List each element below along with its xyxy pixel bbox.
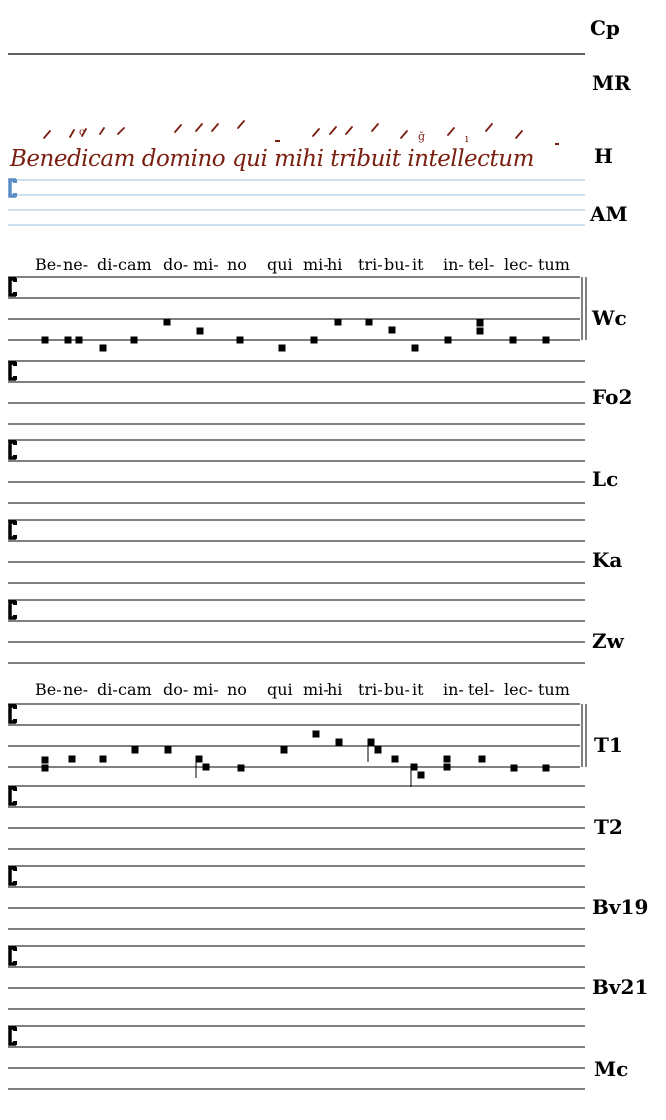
zw-clef-icon-head <box>13 601 17 605</box>
t1-note <box>479 756 486 763</box>
wc-note <box>164 319 171 326</box>
lc-clef-icon-foot <box>13 455 17 459</box>
neume-stroke <box>401 131 407 138</box>
lyric-syllable: bu- <box>384 255 410 274</box>
wc-note <box>389 327 396 334</box>
bv21-clef-icon-head <box>13 947 17 951</box>
t1-note <box>203 764 210 771</box>
fo2-clef-icon-head <box>13 362 17 366</box>
siglum-mc: Mc <box>594 1057 629 1081</box>
lyric-syllable: Be- <box>35 680 62 699</box>
lyric-syllable: tum <box>538 255 570 274</box>
lyric-syllable: qui <box>267 255 293 274</box>
ka-clef-icon-head <box>13 521 17 525</box>
wc-note <box>100 345 107 352</box>
neume-stroke <box>238 121 244 128</box>
lyric-syllable: qui <box>267 680 293 699</box>
lyric-syllable: mi- <box>303 680 329 699</box>
t2-clef-icon-head <box>13 787 17 791</box>
am-clef-icon-foot <box>13 193 17 197</box>
t1-note <box>165 747 172 754</box>
t1-clef-icon-foot <box>13 719 17 723</box>
neume-glyph: ğ <box>418 130 426 143</box>
lyric-syllable: tum <box>538 680 570 699</box>
siglum-t1: T1 <box>594 733 623 757</box>
neume-stroke <box>330 127 336 134</box>
siglum-am: AM <box>590 202 628 226</box>
t1-note <box>281 747 288 754</box>
wc-note <box>311 337 318 344</box>
t1-note <box>336 739 343 746</box>
t1-clef-icon-head <box>13 705 17 709</box>
wc-note <box>42 337 49 344</box>
neume-stroke <box>346 127 352 134</box>
lyric-syllable: mi- <box>193 255 219 274</box>
neume-glyph: c <box>79 127 85 138</box>
lyric-syllable: no <box>227 680 247 699</box>
lyric-syllable: do- <box>163 680 189 699</box>
lc-clef-icon-head <box>13 441 17 445</box>
siglum-t2: T2 <box>594 815 623 839</box>
neume-stroke <box>44 131 50 138</box>
lyric-syllable: tel- <box>468 255 495 274</box>
lyric-syllable: di- <box>97 680 118 699</box>
t1-note <box>69 756 76 763</box>
t1-note <box>42 757 49 764</box>
bv19-clef-icon-head <box>13 867 17 871</box>
t1-note <box>511 765 518 772</box>
t1-note <box>392 756 399 763</box>
lyric-syllable: do- <box>163 255 189 274</box>
bv21-clef-icon-foot <box>13 961 17 965</box>
fo2-clef-icon-foot <box>13 376 17 380</box>
t1-note <box>42 765 49 772</box>
lyric-syllable: mi- <box>193 680 219 699</box>
neume-dot <box>275 140 280 142</box>
manuscript-text-h: Benedicam domino qui mihi tribuit intellectum <box>10 146 534 172</box>
zw-clef-icon-foot <box>13 615 17 619</box>
t1-note <box>418 772 425 779</box>
wc-note <box>477 328 484 335</box>
siglum-mr: MR <box>592 71 631 95</box>
neume-stroke <box>70 130 74 137</box>
wc-note <box>76 337 83 344</box>
wc-clef-icon-foot <box>13 292 17 296</box>
wc-note <box>543 337 550 344</box>
t1-note <box>100 756 107 763</box>
wc-note <box>510 337 517 344</box>
bv19-clef-icon-foot <box>13 881 17 885</box>
neume-stroke <box>372 124 378 131</box>
neume-stroke <box>313 129 319 136</box>
t2-clef-icon-foot <box>13 801 17 805</box>
neume-stroke <box>212 124 218 131</box>
lyric-syllable: tri- <box>358 680 383 699</box>
neume-stroke <box>118 128 124 134</box>
lyric-syllable: hi <box>327 680 343 699</box>
lyric-syllable: tri- <box>358 255 383 274</box>
lyric-syllable: ne- <box>63 255 89 274</box>
neume-stroke <box>486 124 492 131</box>
siglum-wc: Wc <box>592 306 627 330</box>
mc-clef-icon-head <box>13 1027 17 1031</box>
wc-note <box>445 337 452 344</box>
lyric-syllable: ne- <box>63 680 89 699</box>
siglum-lc: Lc <box>592 467 619 491</box>
neume-stroke <box>448 128 454 135</box>
wc-note <box>366 319 373 326</box>
wc-note <box>131 337 138 344</box>
t1-note <box>368 739 375 746</box>
t1-note <box>444 764 451 771</box>
lyric-syllable: bu- <box>384 680 410 699</box>
lyric-syllable: lec- <box>504 255 533 274</box>
neume-glyph: ı <box>465 132 469 145</box>
wc-note <box>237 337 244 344</box>
lyric-syllable: no <box>227 255 247 274</box>
t1-note <box>543 765 550 772</box>
lyric-syllable: di- <box>97 255 118 274</box>
siglum-bv21: Bv21 <box>592 975 649 999</box>
t1-note <box>375 747 382 754</box>
neume-stroke <box>516 131 522 138</box>
neume-dot <box>555 143 559 145</box>
am-clef-icon-head <box>13 179 17 183</box>
t1-note <box>238 765 245 772</box>
wc-note <box>279 345 286 352</box>
lyric-syllable: in- <box>443 255 464 274</box>
neume-stroke <box>175 125 181 132</box>
siglum-fo2: Fo2 <box>592 385 633 409</box>
lyric-syllable: hi <box>327 255 343 274</box>
siglum-cp: Cp <box>590 16 620 40</box>
lyric-syllable: mi- <box>303 255 329 274</box>
wc-note <box>477 320 484 327</box>
wc-note <box>65 337 72 344</box>
neume-stroke <box>100 128 104 134</box>
wc-note <box>412 345 419 352</box>
lyric-syllable: cam <box>118 680 152 699</box>
siglum-bv19: Bv19 <box>592 895 649 919</box>
wc-clef-icon-head <box>13 278 17 282</box>
t1-note <box>411 764 418 771</box>
lyric-syllable: tel- <box>468 680 495 699</box>
lyric-syllable: lec- <box>504 680 533 699</box>
neume-stroke <box>196 124 202 131</box>
siglum-ka: Ka <box>592 548 623 572</box>
t1-note <box>132 747 139 754</box>
mc-clef-icon-foot <box>13 1041 17 1045</box>
siglum-zw: Zw <box>592 629 624 653</box>
lyric-syllable: cam <box>118 255 152 274</box>
lyric-syllable: in- <box>443 680 464 699</box>
wc-note <box>335 319 342 326</box>
t1-note <box>196 756 203 763</box>
lyric-syllable: it <box>412 680 424 699</box>
wc-note <box>197 328 204 335</box>
ka-clef-icon-foot <box>13 535 17 539</box>
t1-note <box>313 731 320 738</box>
lyric-syllable: Be- <box>35 255 62 274</box>
t1-note <box>444 756 451 763</box>
siglum-h: H <box>594 144 613 168</box>
lyric-syllable: it <box>412 255 424 274</box>
